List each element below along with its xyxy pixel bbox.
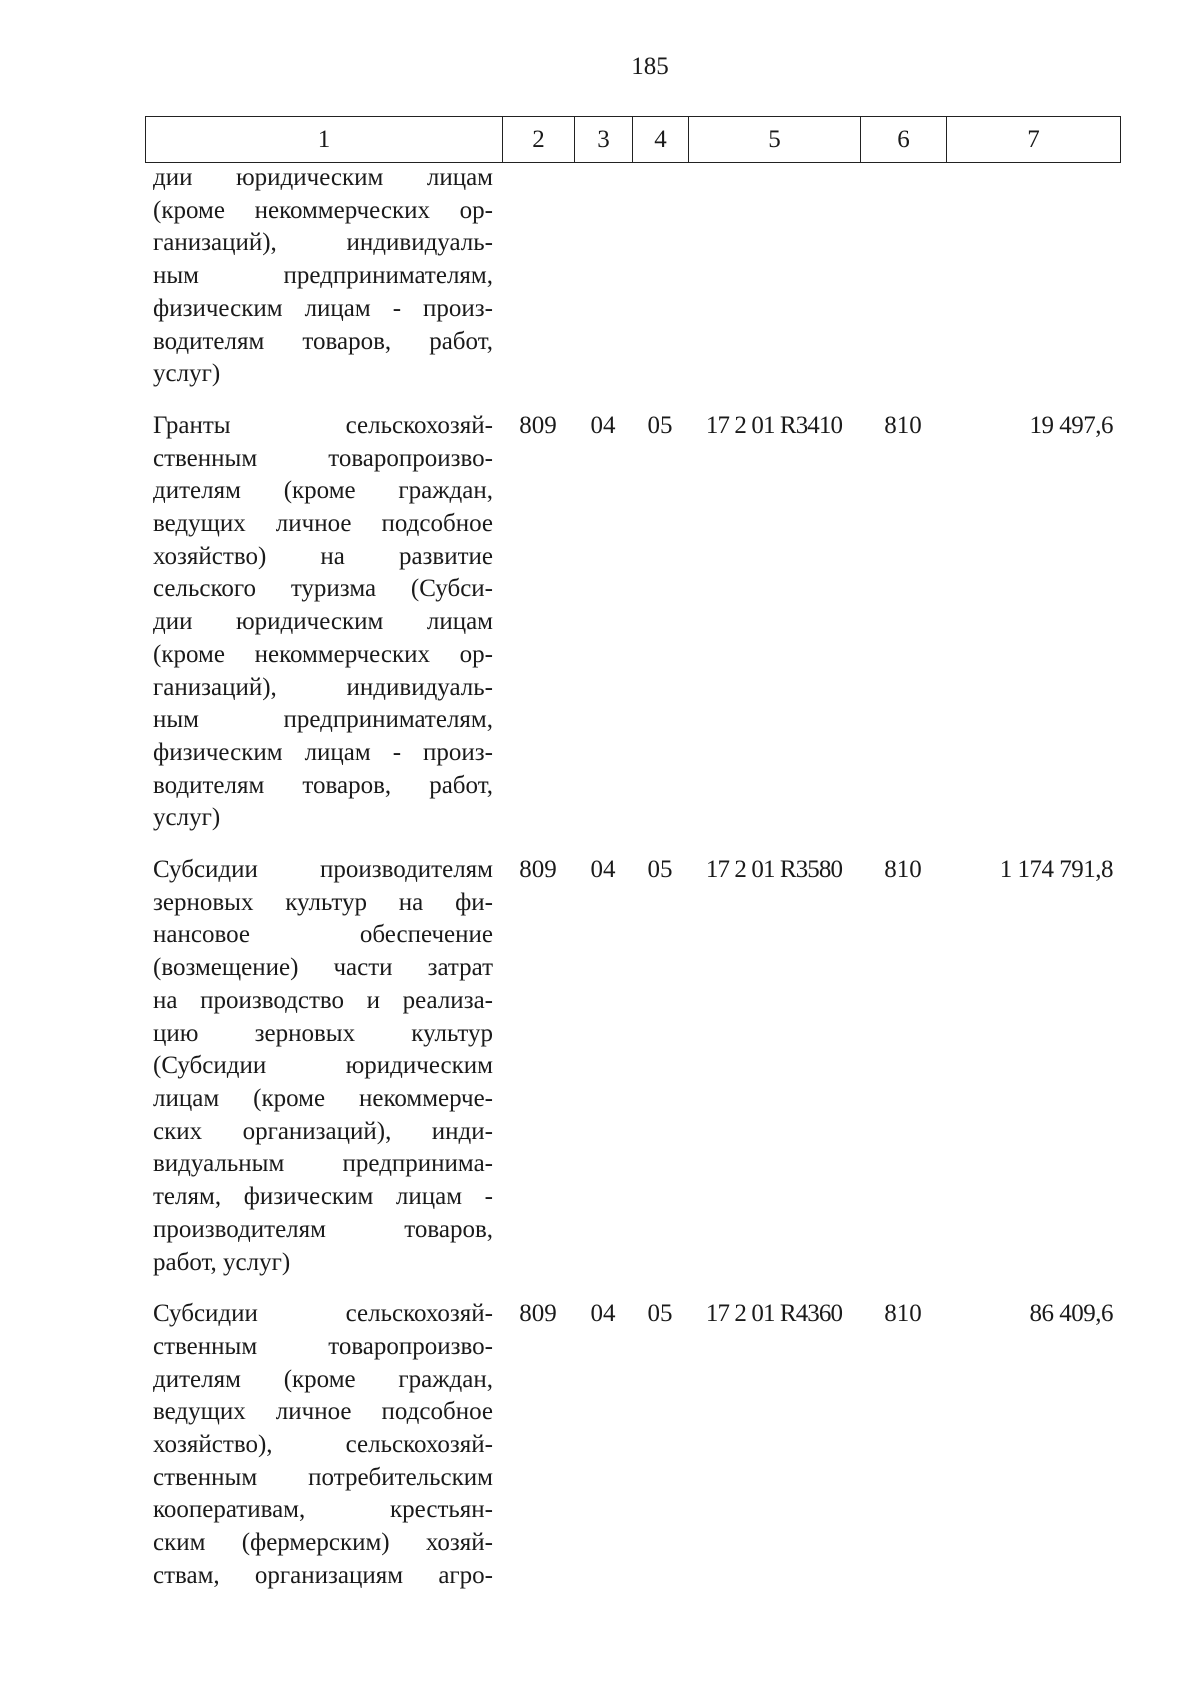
- description-line: Субсидии производителям: [153, 856, 493, 884]
- description-line: ганизаций), индивидуаль-: [153, 673, 493, 701]
- header-col-5: 5: [689, 117, 861, 163]
- subsection-cell: 05: [647, 856, 673, 884]
- header-col-6: 6: [861, 117, 947, 163]
- description-line: ведущих личное подсобное: [153, 510, 493, 538]
- table-row: [145, 162, 1120, 391]
- description-line: физическим лицам - произ-: [153, 294, 493, 322]
- row-description: [145, 1298, 493, 1592]
- description-line: лицам (кроме некоммерче-: [153, 1084, 493, 1112]
- row-description: [145, 410, 493, 835]
- description-line: дии юридическим лицам: [153, 164, 493, 191]
- description-line: физическим лицам - произ-: [153, 738, 493, 766]
- description-line: цию зерновых культур: [153, 1019, 493, 1047]
- description-line: (Субсидии юридическим: [153, 1052, 493, 1080]
- section-cell: 04: [590, 411, 616, 439]
- description-line: нансовое обеспечение: [153, 921, 493, 949]
- header-row: [146, 117, 1121, 163]
- header-col-7: 7: [947, 117, 1121, 163]
- description-line: зерновых культур на фи-: [153, 888, 493, 916]
- description-line: ганизаций), индивидуаль-: [153, 229, 493, 257]
- target-article-cell: 17 2 01 R4360: [705, 1300, 843, 1328]
- description-line: дии юридическим лицам: [153, 608, 493, 636]
- table-row: [145, 854, 1120, 1279]
- description-line: видуальным предпринима-: [153, 1150, 493, 1178]
- description-line: ным предпринимателям,: [153, 262, 493, 290]
- description-line: услуг): [153, 804, 221, 832]
- description-line: работ, услуг): [153, 1248, 291, 1276]
- target-article-cell: 17 2 01 R3410: [705, 411, 843, 439]
- description-line: хозяйство), сельскохозяй-: [153, 1431, 493, 1459]
- description-line: дителям (кроме граждан,: [153, 1365, 493, 1393]
- header-col-1: 1: [146, 117, 503, 163]
- description-line: (кроме некоммерческих ор-: [153, 196, 493, 224]
- description-line: хозяйство) на развитие: [153, 542, 493, 570]
- expense-type-cell: 810: [884, 411, 922, 439]
- budget-code-cell: 809: [519, 1300, 557, 1328]
- description-line: (кроме некоммерческих ор-: [153, 640, 493, 668]
- table-body: [145, 162, 1120, 1593]
- section-cell: 04: [590, 856, 616, 884]
- budget-code-cell: 809: [519, 856, 557, 884]
- description-line: дителям (кроме граждан,: [153, 477, 493, 505]
- amount-cell: 1 174 791,8: [999, 856, 1113, 884]
- description-line: ным предпринимателям,: [153, 706, 493, 734]
- description-line: услуг): [153, 360, 221, 388]
- description-line: ских организаций), инди-: [153, 1117, 493, 1145]
- section-cell: 04: [590, 1300, 616, 1328]
- expense-type-cell: 810: [884, 1300, 922, 1328]
- budget-code-cell: 809: [519, 411, 557, 439]
- description-line: ствам, организациям агро-: [153, 1561, 493, 1589]
- header-col-3: 3: [575, 117, 633, 163]
- header-col-2: 2: [503, 117, 575, 163]
- description-line: сельского туризма (Субси-: [153, 575, 493, 603]
- description-line: кооперативам, крестьян-: [153, 1496, 493, 1524]
- description-line: водителям товаров, работ,: [153, 771, 493, 799]
- description-line: на производство и реализа-: [153, 986, 493, 1014]
- description-line: производителям товаров,: [153, 1215, 493, 1243]
- description-line: Субсидии сельскохозяй-: [153, 1300, 493, 1328]
- description-line: ским (фермерским) хозяй-: [153, 1529, 493, 1557]
- subsection-cell: 05: [647, 411, 673, 439]
- amount-cell: 19 497,6: [1029, 411, 1113, 439]
- description-line: ственным товаропроизво-: [153, 1332, 493, 1360]
- description-line: телям, физическим лицам -: [153, 1183, 493, 1211]
- subsection-cell: 05: [647, 1300, 673, 1328]
- expense-type-cell: 810: [884, 856, 922, 884]
- description-line: ственным потребительским: [153, 1463, 493, 1491]
- description-line: ственным товаропроизво-: [153, 444, 493, 472]
- header-col-4: 4: [633, 117, 689, 163]
- table-header: [145, 116, 1121, 163]
- description-line: водителям товаров, работ,: [153, 327, 493, 355]
- target-article-cell: 17 2 01 R3580: [705, 856, 843, 884]
- row-description: [145, 162, 493, 391]
- description-line: ведущих личное подсобное: [153, 1398, 493, 1426]
- page-number: 185: [631, 53, 669, 80]
- table-row: [145, 1298, 1120, 1592]
- row-description: [145, 854, 493, 1279]
- description-line: Гранты сельскохозяй-: [153, 411, 493, 439]
- description-line: (возмещение) части затрат: [153, 954, 493, 982]
- table-row: [145, 410, 1120, 835]
- amount-cell: 86 409,6: [1029, 1300, 1113, 1328]
